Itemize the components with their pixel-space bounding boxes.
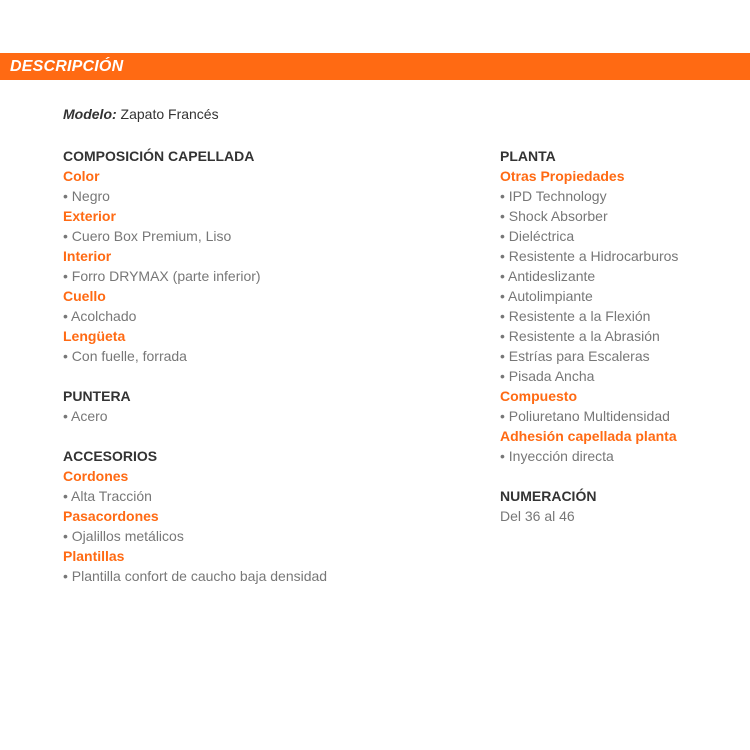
- section-title-planta: PLANTA: [500, 148, 556, 164]
- label-exterior: Exterior: [63, 208, 116, 224]
- label-cordones: Cordones: [63, 468, 129, 484]
- label-color: Color: [63, 168, 100, 184]
- label-pasacordones: Pasacordones: [63, 508, 159, 524]
- right-column: [500, 146, 740, 526]
- label-interior: Interior: [63, 248, 112, 264]
- model-value: Zapato Francés: [120, 106, 219, 122]
- banner-title: DESCRIPCIÓN: [10, 58, 124, 75]
- property-item: • Estrías para Escaleras: [500, 348, 650, 364]
- value-cuello: • Acolchado: [63, 308, 137, 324]
- label-otras-propiedades: Otras Propiedades: [500, 168, 625, 184]
- property-item: • Resistente a la Flexión: [500, 308, 651, 324]
- property-item: • Antideslizante: [500, 268, 596, 284]
- left-column: [63, 146, 463, 586]
- label-compuesto: Compuesto: [500, 388, 577, 404]
- value-adhesion: • Inyección directa: [500, 448, 614, 464]
- section-title-puntera: PUNTERA: [63, 388, 131, 404]
- value-cordones: • Alta Tracción: [63, 488, 152, 504]
- label-plantillas: Plantillas: [63, 548, 125, 564]
- model-line: [63, 106, 219, 123]
- section-title-numeracion: NUMERACIÓN: [500, 488, 597, 504]
- value-exterior: • Cuero Box Premium, Liso: [63, 228, 232, 244]
- section-title-capellada: COMPOSICIÓN CAPELLADA: [63, 148, 255, 164]
- model-label: Modelo:: [63, 106, 117, 122]
- property-item: • Shock Absorber: [500, 208, 608, 224]
- value-lengueta: • Con fuelle, forrada: [63, 348, 187, 364]
- value-puntera: • Acero: [63, 408, 108, 424]
- property-item: • Dieléctrica: [500, 228, 575, 244]
- label-cuello: Cuello: [63, 288, 106, 304]
- label-adhesion: Adhesión capellada planta: [500, 428, 677, 444]
- value-numeracion: Del 36 al 46: [500, 508, 575, 524]
- value-pasacordones: • Ojalillos metálicos: [63, 528, 184, 544]
- property-item: • Autolimpiante: [500, 288, 593, 304]
- section-title-accesorios: ACCESORIOS: [63, 448, 158, 464]
- property-item: • Pisada Ancha: [500, 368, 595, 384]
- property-item: • IPD Technology: [500, 188, 607, 204]
- description-banner: [0, 53, 750, 80]
- value-interior: • Forro DRYMAX (parte inferior): [63, 268, 261, 284]
- value-color: • Negro: [63, 188, 110, 204]
- value-plantillas: • Plantilla confort de caucho baja densidad: [63, 568, 328, 584]
- value-compuesto: • Poliuretano Multidensidad: [500, 408, 670, 424]
- property-item: • Resistente a Hidrocarburos: [500, 248, 679, 264]
- label-lengueta: Lengüeta: [63, 328, 126, 344]
- property-item: • Resistente a la Abrasión: [500, 328, 660, 344]
